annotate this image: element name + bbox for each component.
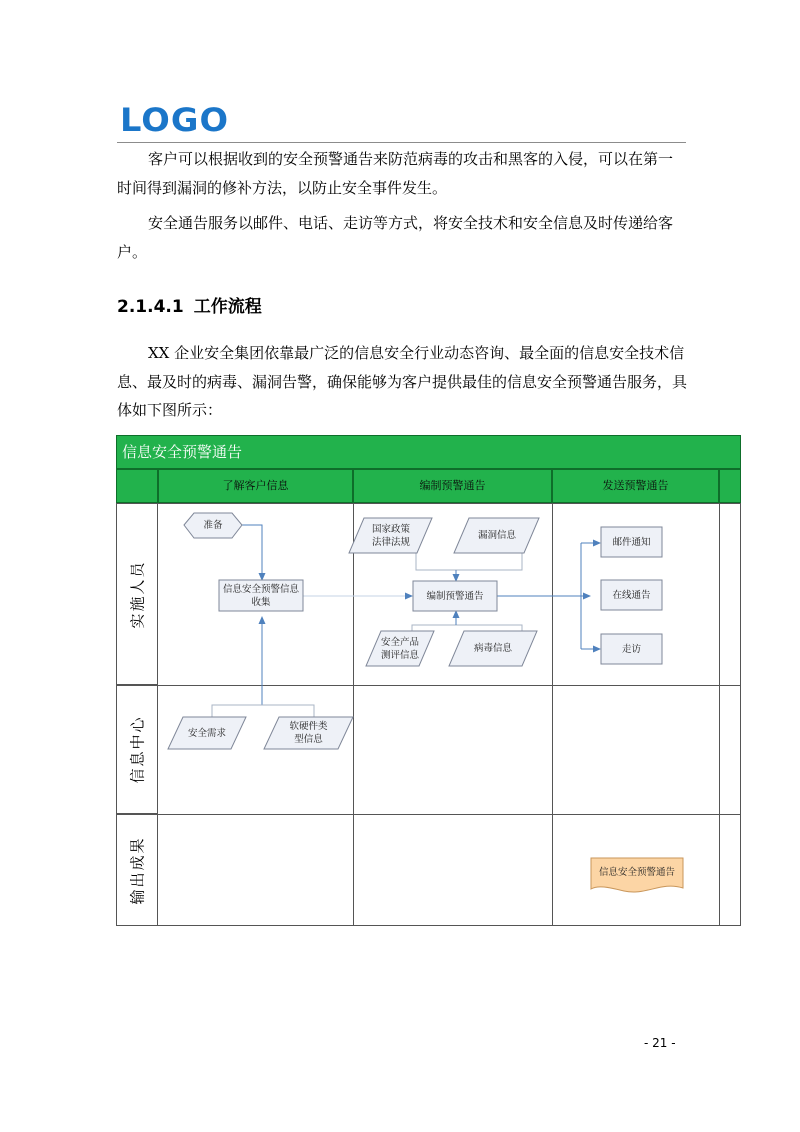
paragraph-3-text: XX 企业安全集团依靠最广泛的信息安全行业动态咨询、最全面的信息安全技术信息、最及时的病毒、漏洞告警，确保能够为客户提供最佳的信息安全预警通告服务，具体如下图所示：: [117, 344, 688, 419]
node-hw-info: [264, 717, 353, 749]
node-visit: 走访: [621, 643, 641, 655]
node-product: [366, 631, 434, 666]
diagram-shapes: [116, 435, 741, 926]
connector-needs-bracket: [212, 705, 314, 717]
node-prepare: 准备: [203, 520, 223, 531]
section-heading: [117, 296, 262, 318]
diagram-title: 信息安全预警通告: [116, 435, 741, 469]
node-policy-line2: 法律法规: [371, 536, 410, 548]
connector-prepare-collect: [241, 525, 262, 580]
node-policy: [350, 518, 432, 553]
node-compile: 编制预警通告: [426, 590, 484, 602]
node-hw-line2: 型信息: [294, 734, 323, 745]
page-number: - 21 -: [644, 1036, 676, 1050]
paragraph-3: [117, 339, 687, 425]
paragraph-2: [117, 209, 687, 266]
node-product-line2: 测评信息: [380, 649, 419, 661]
node-email: 邮件通知: [612, 536, 651, 548]
column-header-understand: 了解客户信息: [158, 469, 353, 503]
paragraph-1: [117, 145, 687, 202]
workflow-diagram: [116, 435, 741, 926]
node-hw-line1: 软硬件类: [289, 721, 328, 732]
node-collect-line2: 收集: [251, 596, 271, 608]
paragraph-2-text: 安全通告服务以邮件、电话、走访等方式，将安全技术和安全信息及时传递给客户。: [117, 214, 674, 261]
column-header-compile: 编制预警通告: [353, 469, 552, 503]
node-policy-line1: 国家政策: [371, 523, 410, 535]
section-title: 工作流程: [193, 297, 262, 317]
logo: LOGO: [120, 101, 230, 139]
column-header-send: 发送预警通告: [552, 469, 719, 503]
section-number: 2.1.4.1: [117, 297, 184, 317]
header-rule: [117, 142, 686, 143]
node-output-doc: 信息安全预警通告: [598, 866, 675, 878]
lane-output-label: 输出成果: [128, 835, 147, 905]
node-collect-line1: 信息安全预警信息: [222, 583, 299, 595]
node-online: 在线通告: [612, 589, 651, 601]
node-virus: 病毒信息: [473, 643, 512, 654]
node-vuln: 漏洞信息: [477, 530, 516, 541]
node-collect: [219, 580, 303, 611]
lane-info-center-label: 信息中心: [128, 715, 147, 784]
paragraph-1-text: 客户可以根据收到的安全预警通告来防范病毒的攻击和黑客的入侵，可以在第一时间得到漏洞的修补方法，以防止安全事件发生。: [117, 150, 674, 197]
node-security-need: 安全需求: [187, 727, 226, 739]
lane-implementers-label: 实施人员: [128, 559, 147, 629]
node-product-line1: 安全产品: [380, 636, 419, 648]
